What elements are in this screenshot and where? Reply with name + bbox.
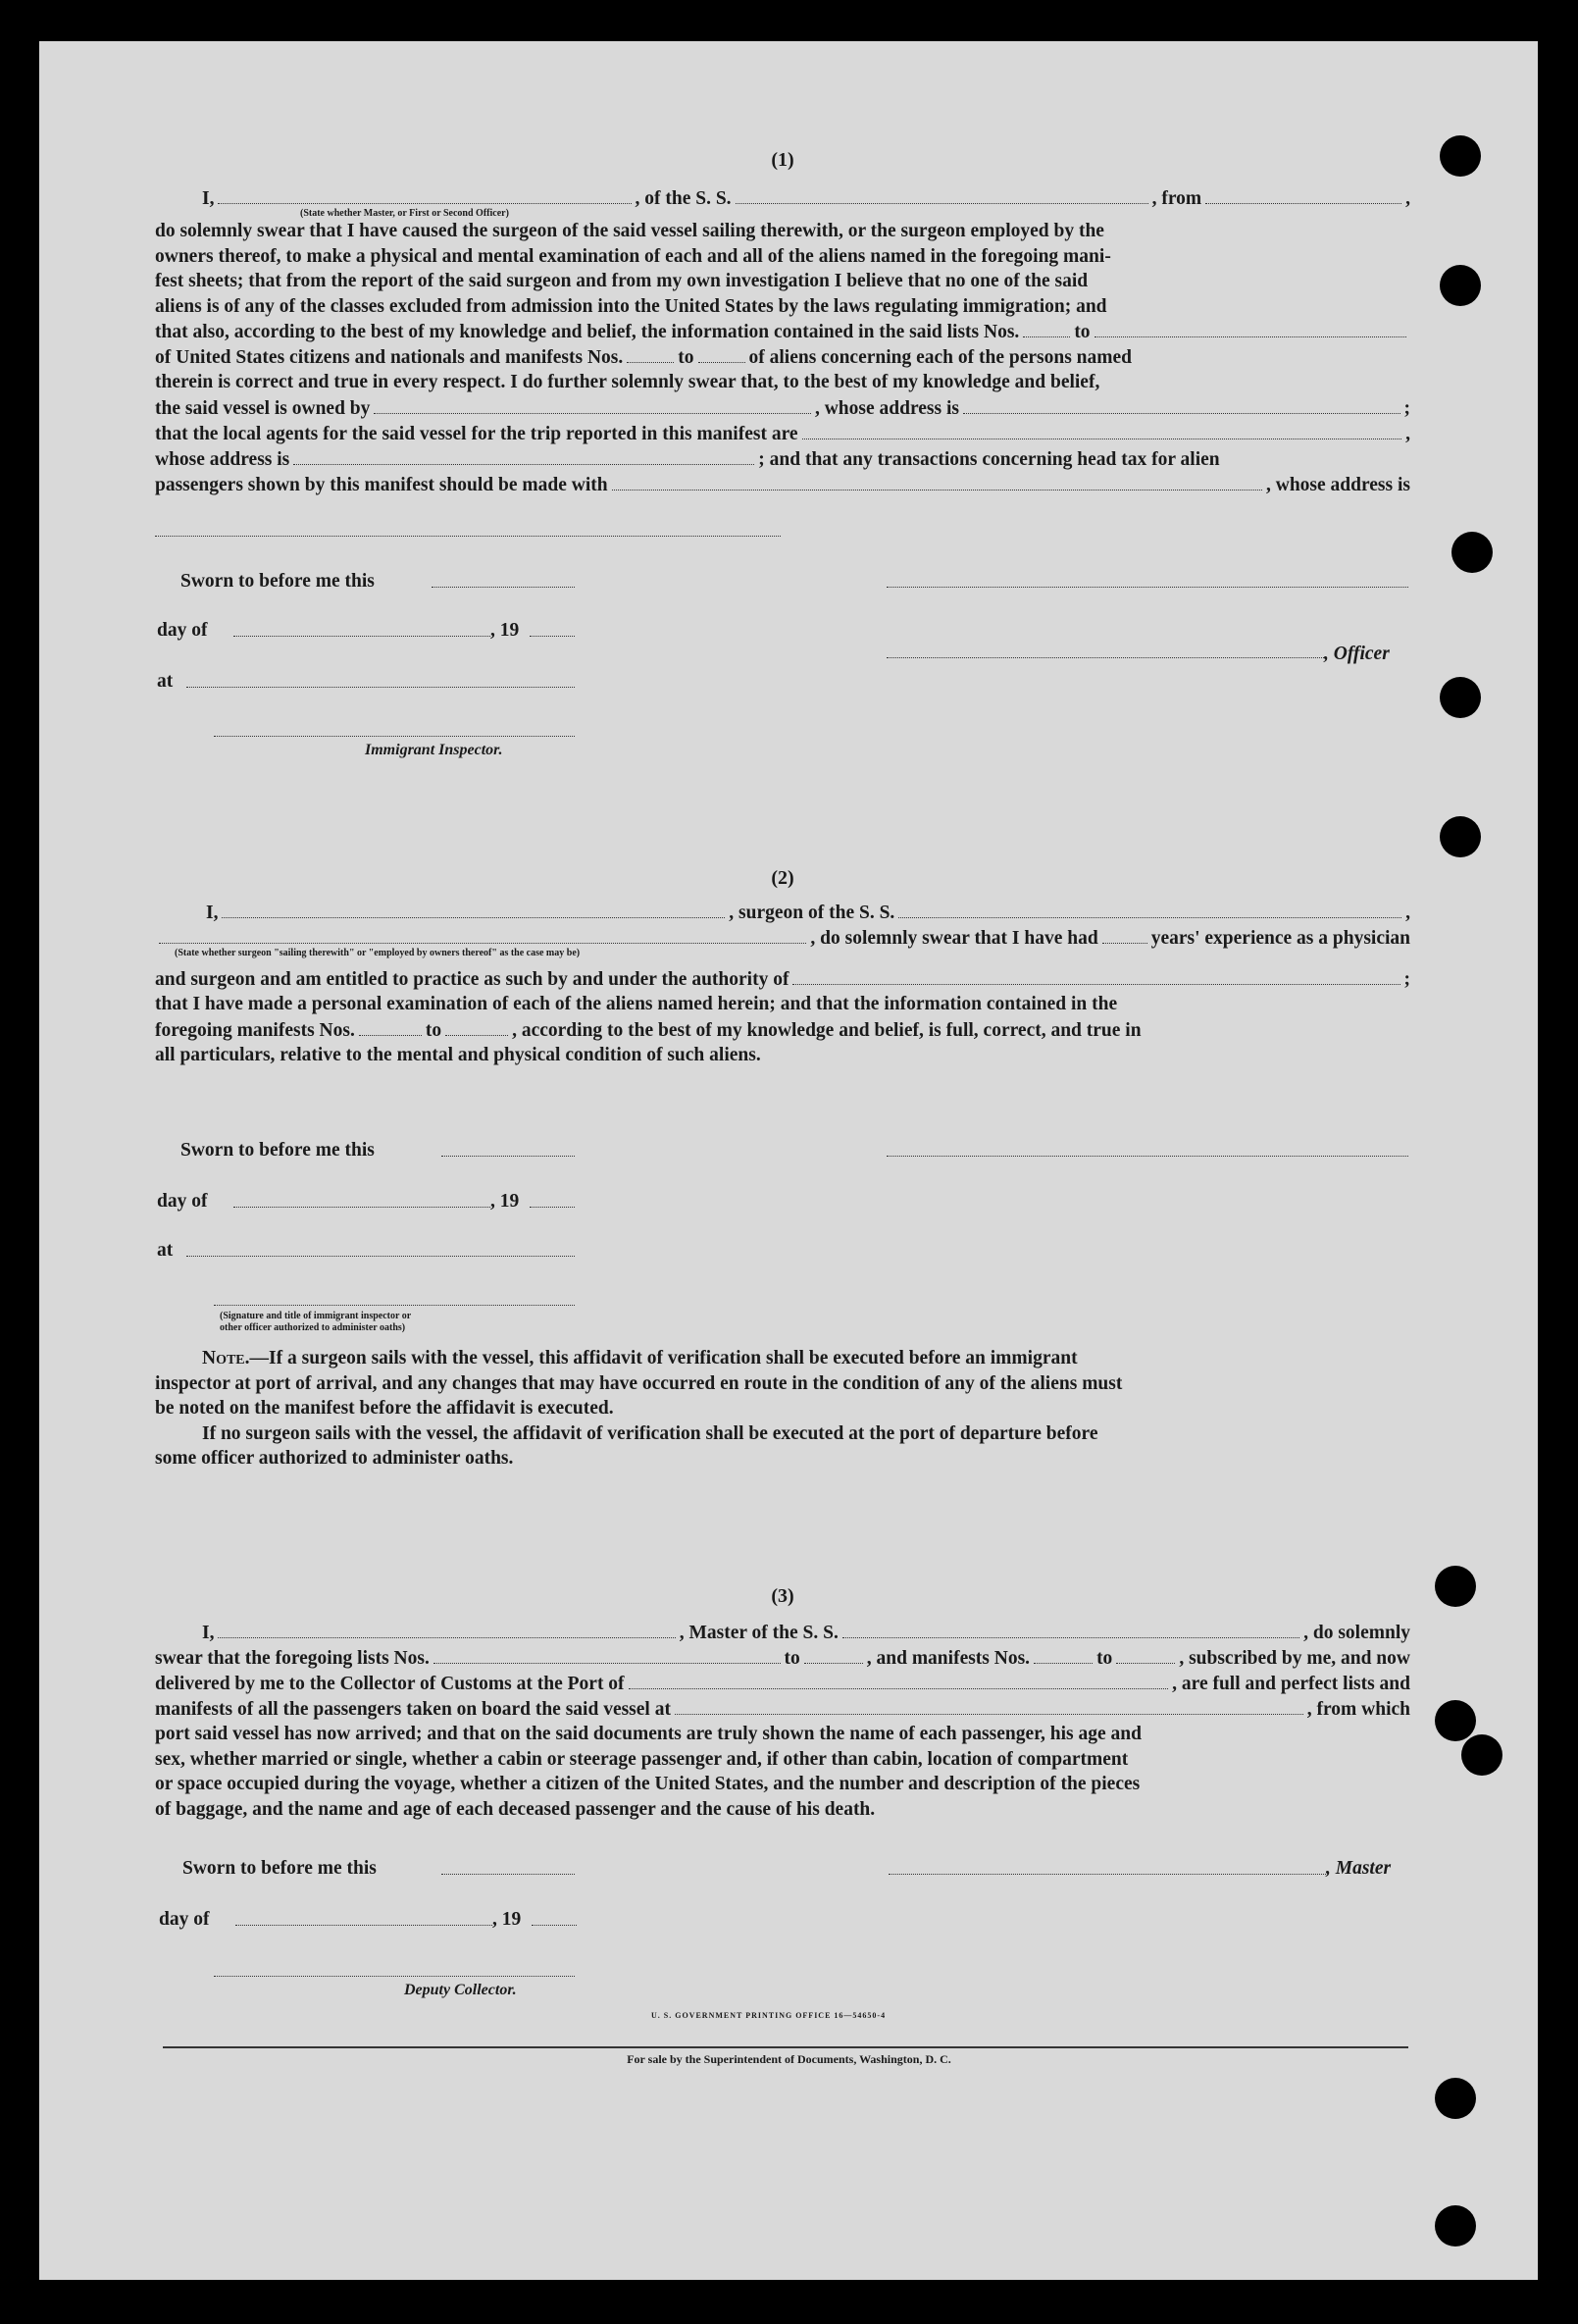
officer-label: , Officer — [1324, 644, 1390, 664]
note-label: Note. — [202, 1348, 250, 1369]
note-line: some officer authorized to administer oaths. — [155, 1448, 514, 1469]
inspector-label: Immigrant Inspector. — [365, 742, 503, 758]
punch-hole — [1440, 135, 1481, 177]
master-label: , Master — [1326, 1858, 1392, 1879]
field-hint: (State whether Master, or First or Second Officer) — [300, 208, 509, 219]
authority-field[interactable] — [792, 966, 1400, 985]
punch-hole — [1440, 816, 1481, 857]
at-label: at — [157, 671, 174, 692]
agents-address-field[interactable] — [293, 446, 754, 465]
officer-title-field[interactable] — [887, 657, 1324, 658]
paragraph-line: that I have made a personal examination of each of the aliens named herein; and that the information contained in the — [155, 994, 1118, 1014]
month-field[interactable] — [233, 636, 490, 637]
punch-hole — [1440, 265, 1481, 306]
note-line: be noted on the manifest before the affidavit is executed. — [155, 1398, 614, 1419]
sworn-day-field[interactable] — [441, 1874, 575, 1875]
day-of-label: day of — [159, 1909, 210, 1930]
paragraph-line: do solemnly swear that I have caused the surgeon of the said vessel sailing therewith, or the surgeon employed by the — [155, 221, 1104, 241]
punch-hole — [1440, 677, 1481, 718]
year-label: , 19 — [490, 1191, 520, 1212]
paragraph-line: whose address is ; and that any transactions concerning head tax for alien — [155, 446, 1410, 472]
section-number: (3) — [771, 1585, 794, 1607]
day-of-label: day of — [157, 620, 208, 641]
field-hint: (State whether surgeon "sailing therewith" or "employed by owners thereof" as the case may be) — [175, 948, 581, 958]
paragraph-line: that also, according to the best of my knowledge and belief, the information contained in the said lists Nos. to — [155, 319, 1410, 344]
paragraph-line: sex, whether married or single, whether a cabin or steerage passenger and, if other than cabin, location of compartment — [155, 1748, 1129, 1770]
punch-hole — [1461, 1734, 1502, 1776]
vessel-name-field[interactable] — [898, 900, 1401, 918]
place-field[interactable] — [186, 1256, 575, 1257]
paragraph-line: all particulars, relative to the mental and physical condition of such aliens. — [155, 1044, 761, 1065]
printing-office-mark: U. S. GOVERNMENT PRINTING OFFICE 16—54650-4 — [651, 2011, 887, 2020]
master-name-field[interactable] — [218, 1620, 675, 1638]
manifest-to-field[interactable] — [1116, 1645, 1175, 1664]
paragraph-line: passengers shown by this manifest should be made with , whose address is — [155, 472, 1410, 497]
years-experience-field[interactable] — [1102, 925, 1147, 944]
note-block — [155, 1346, 1410, 1472]
punch-hole — [1435, 1700, 1476, 1741]
list-to-field[interactable] — [1094, 319, 1406, 337]
paragraph-line: foregoing manifests Nos. to , according to the best of my knowledge and belief, is full, correct, and true in — [155, 1017, 1410, 1043]
year-label: , 19 — [492, 1909, 522, 1930]
paragraph-line: port said vessel has now arrived; and that on the said documents are truly shown the name of each passenger, his age and — [155, 1724, 1142, 1744]
list-to-field[interactable] — [804, 1645, 863, 1664]
sworn-label: Sworn to before me this — [182, 1858, 377, 1879]
note-line: Note.—If a surgeon sails with the vessel, this affidavit of verification shall be executed before an immigrant — [202, 1348, 1078, 1369]
oath-line: I, , Master of the S. S. , do solemnly — [155, 1620, 1410, 1645]
sworn-day-field[interactable] — [441, 1156, 575, 1157]
signature-hint: (Signature and title of immigrant inspector or — [220, 1311, 412, 1321]
owner-address-field[interactable] — [963, 395, 1400, 414]
list-from-field[interactable] — [433, 1645, 781, 1664]
paragraph-line: aliens is of any of the classes excluded from admission into the United States by the laws regulating immigration; and — [155, 295, 1107, 317]
manifest-from-field[interactable] — [1034, 1645, 1093, 1664]
vessel-name-field[interactable] — [736, 185, 1148, 204]
paragraph-line: fest sheets; that from the report of the said surgeon and from my own investigation I believe that no one of the said — [155, 271, 1089, 291]
sale-notice: For sale by the Superintendent of Documents, Washington, D. C. — [627, 2052, 951, 2066]
section-number: (1) — [771, 149, 794, 171]
paragraph-line: owners thereof, to make a physical and mental examination of each and all of the aliens named in the foregoing mani- — [155, 245, 1111, 267]
at-label: at — [157, 1240, 174, 1261]
manifest-from-field[interactable] — [359, 1017, 422, 1036]
paragraph-line: swear that the foregoing lists Nos. to , and manifests Nos. to , subscribed by me, and now — [155, 1645, 1410, 1671]
signature-hint: other officer authorized to administer oaths) — [220, 1322, 406, 1333]
paragraph-line: that the local agents for the said vessel for the trip reported in this manifest are , — [155, 421, 1410, 446]
collector-signature-field[interactable] — [214, 1976, 575, 1977]
collector-label: Deputy Collector. — [404, 1982, 517, 1998]
inspector-signature-field[interactable] — [214, 1305, 575, 1306]
note-line: If no surgeon sails with the vessel, the affidavit of verification shall be executed at the port of departure before — [202, 1422, 1098, 1444]
manifest-to-field[interactable] — [698, 344, 745, 363]
owner-field[interactable] — [374, 395, 811, 414]
paragraph-line: and surgeon and am entitled to practice as such by and under the authority of ; — [155, 966, 1410, 992]
officer-signature-field[interactable] — [887, 587, 1408, 588]
day-of-label: day of — [157, 1191, 208, 1212]
year-field[interactable] — [530, 636, 575, 637]
note-line: inspector at port of arrival, and any changes that may have occurred en route in the condition of any of the aliens must — [155, 1372, 1123, 1394]
paragraph-line: therein is correct and true in every respect. I do further solemnly swear that, to the best of my knowledge and belief, — [155, 372, 1100, 392]
manifest-to-field[interactable] — [445, 1017, 508, 1036]
paragraph-line: the said vessel is owned by , whose address is ; — [155, 395, 1410, 421]
punch-hole — [1435, 2205, 1476, 2247]
paragraph-line: manifests of all the passengers taken on board the said vessel at , from which — [155, 1696, 1410, 1722]
affidavit-section-1 — [155, 149, 1410, 497]
sworn-label: Sworn to before me this — [180, 571, 375, 592]
surgeon-status-field[interactable] — [159, 925, 806, 944]
place-field[interactable] — [186, 687, 575, 688]
paragraph-line: or space occupied during the voyage, whether a citizen of the United States, and the number and description of the pieces — [155, 1774, 1141, 1794]
boarding-port-field[interactable] — [675, 1696, 1303, 1715]
oath-line: I, , surgeon of the S. S. , — [155, 900, 1410, 925]
punch-hole — [1435, 1566, 1476, 1607]
master-signature-field[interactable] — [889, 1874, 1326, 1875]
month-field[interactable] — [233, 1207, 490, 1208]
punch-hole — [1451, 532, 1493, 573]
paragraph-line: delivered by me to the Collector of Customs at the Port of , are full and perfect lists and — [155, 1671, 1410, 1696]
surgeon-signature-field[interactable] — [887, 1156, 1408, 1157]
paragraph-line: of baggage, and the name and age of each deceased passenger and the cause of his death. — [155, 1798, 876, 1820]
officer-name-field[interactable] — [218, 185, 631, 204]
manifest-from-field[interactable] — [627, 344, 674, 363]
surgeon-name-field[interactable] — [222, 900, 725, 918]
sworn-day-field[interactable] — [432, 587, 575, 588]
origin-port-field[interactable] — [1205, 185, 1401, 204]
oath-line: I, , of the S. S. , from , — [155, 185, 1410, 211]
punch-hole — [1435, 2078, 1476, 2119]
paragraph-line: of United States citizens and nationals and manifests Nos. to of aliens concerning each of the persons named — [155, 344, 1410, 370]
month-field[interactable] — [235, 1925, 492, 1926]
footer-rule — [163, 2046, 1408, 2048]
affidavit-section-3 — [155, 1585, 1410, 1822]
list-from-field[interactable] — [1023, 319, 1070, 337]
year-field[interactable] — [532, 1925, 577, 1926]
section-number: (2) — [771, 867, 794, 889]
port-field[interactable] — [629, 1671, 1169, 1689]
year-label: , 19 — [490, 620, 520, 641]
inspector-signature-field[interactable] — [214, 736, 575, 737]
affidavit-section-2 — [155, 867, 1410, 1067]
address-continuation-field[interactable] — [155, 536, 781, 537]
local-agents-field[interactable] — [802, 421, 1402, 439]
sworn-label: Sworn to before me this — [180, 1140, 375, 1161]
year-field[interactable] — [530, 1207, 575, 1208]
head-tax-contact-field[interactable] — [612, 472, 1262, 491]
paragraph-line: , do solemnly swear that I have had years' experience as a physician — [155, 925, 1410, 951]
vessel-name-field[interactable] — [842, 1620, 1299, 1638]
